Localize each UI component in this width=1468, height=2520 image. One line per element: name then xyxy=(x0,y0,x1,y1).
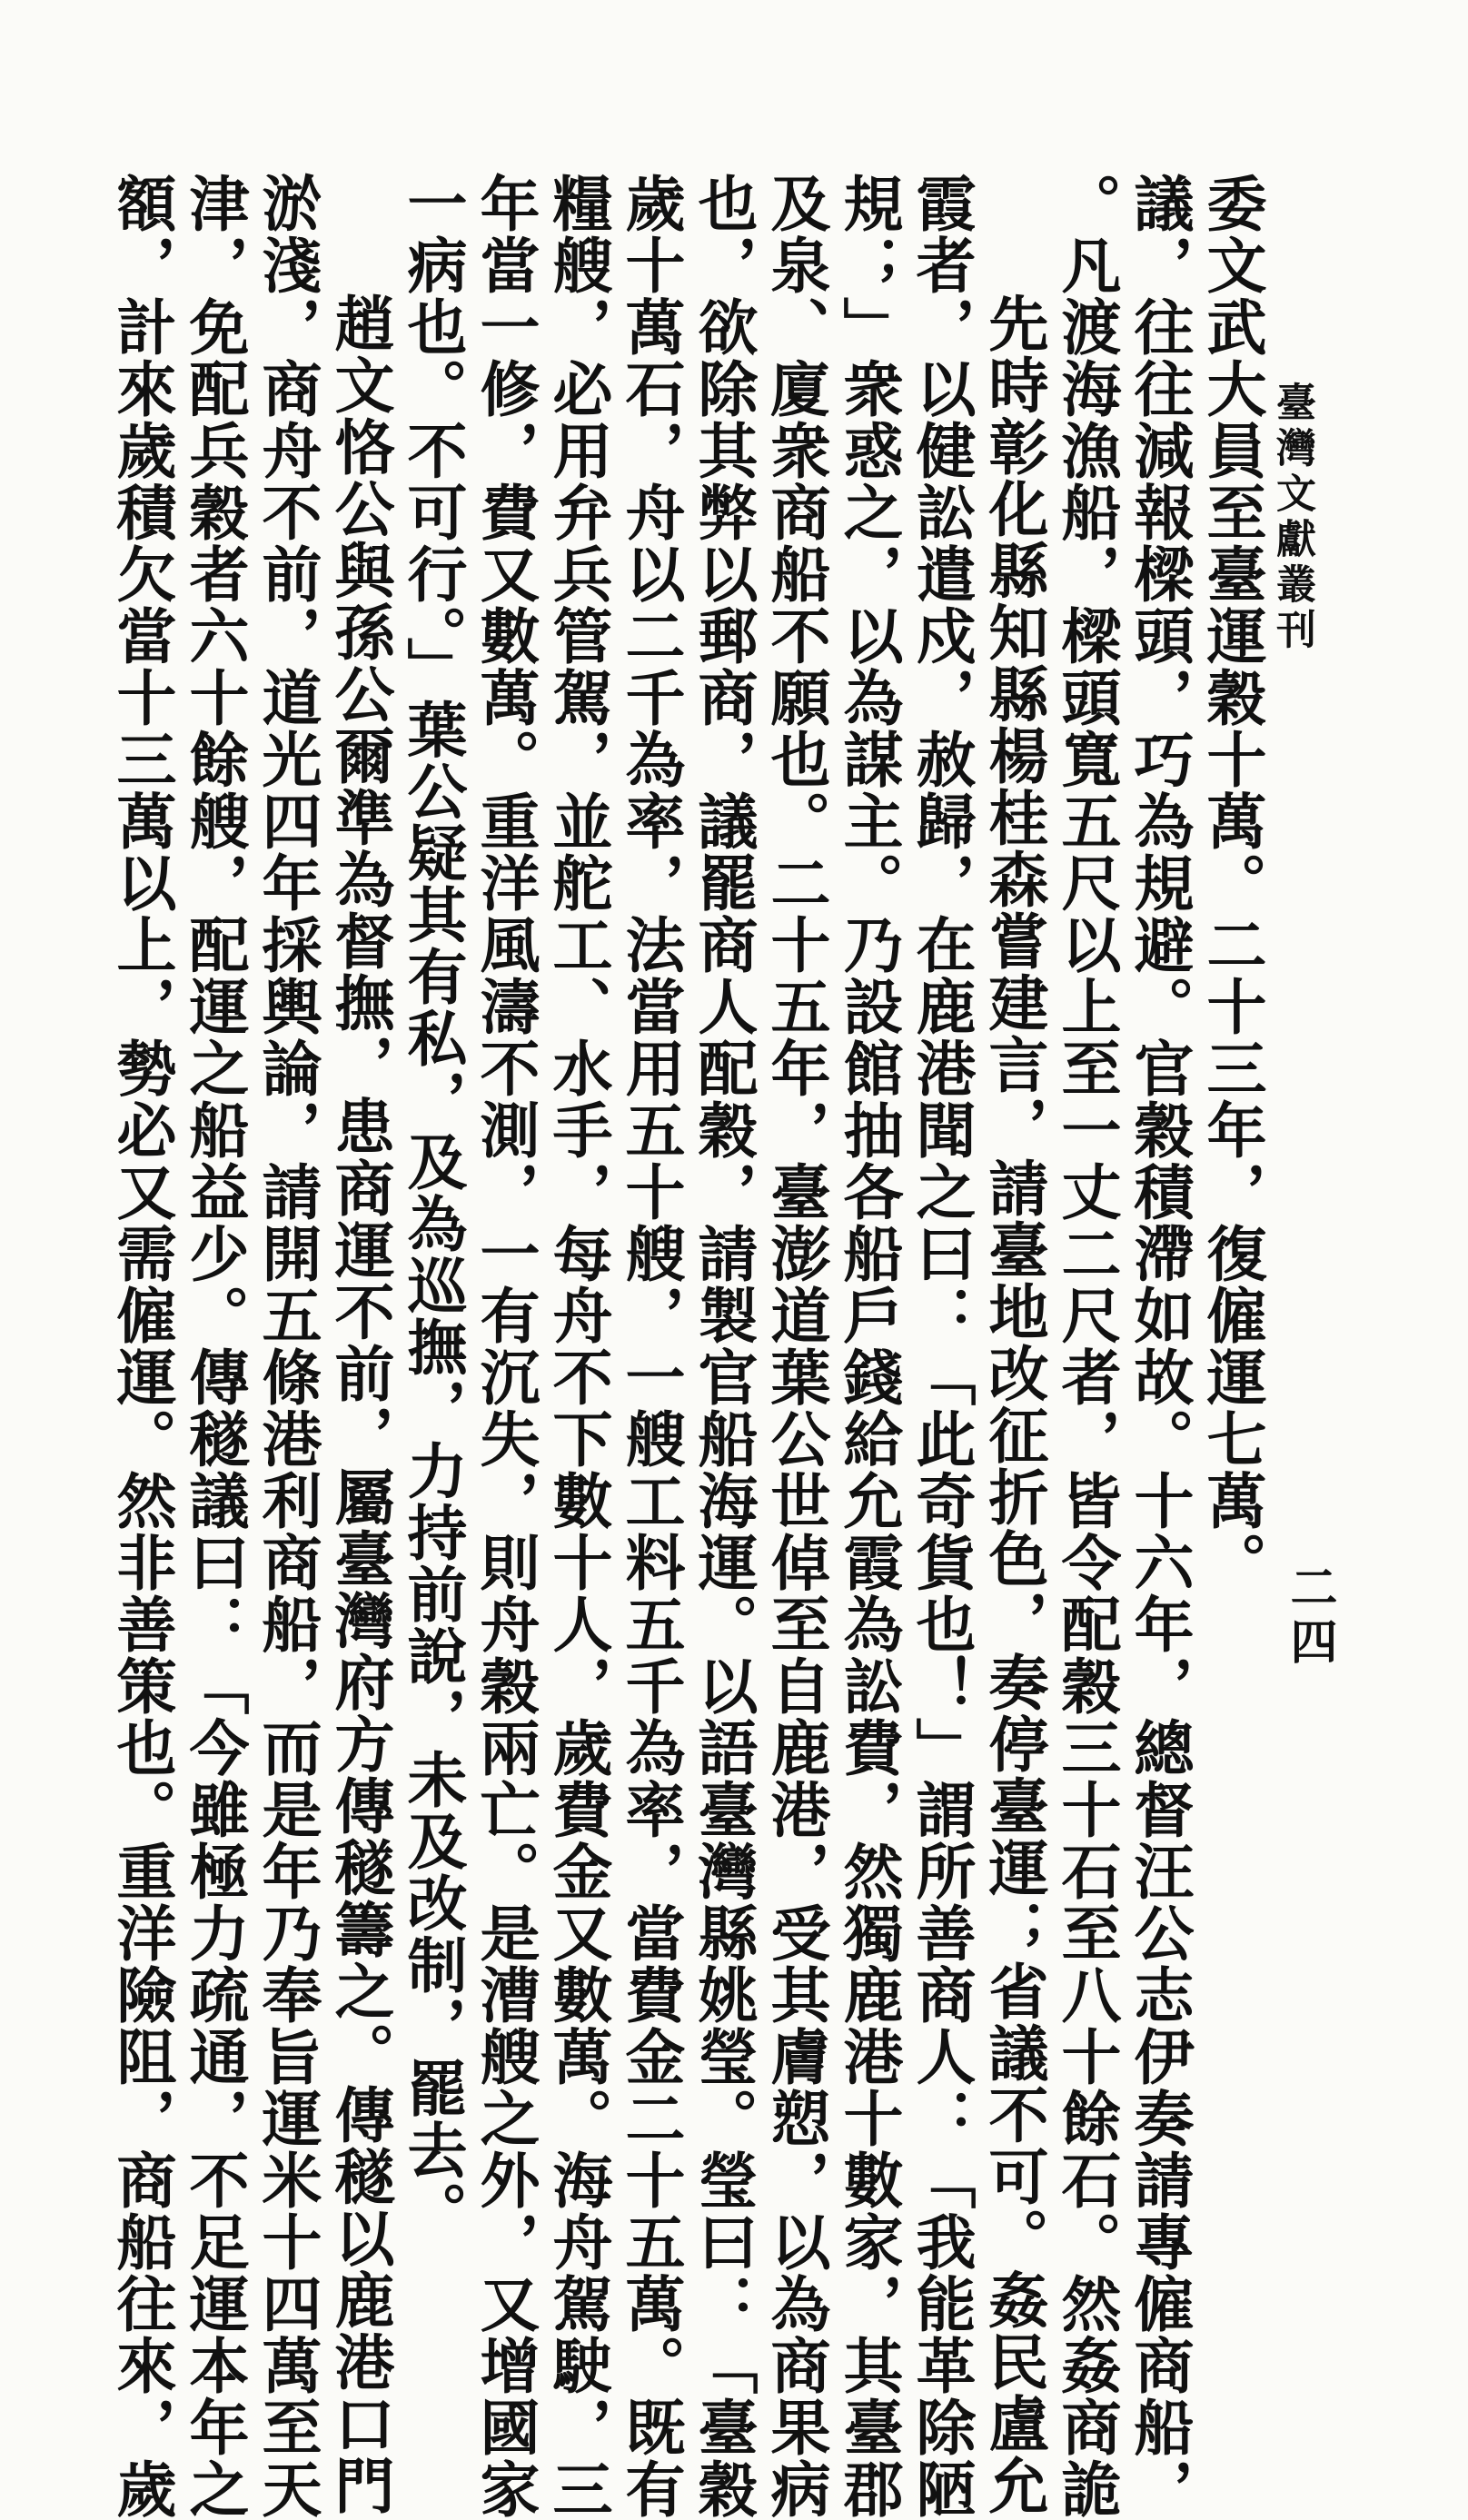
text-column: 淤淺，商舟不前，道光四年採輿論，請開五條港利商船，而是年乃奉旨運米十四萬至天 xyxy=(252,173,322,2520)
book-title-header: 臺灣文獻叢刊 xyxy=(1269,382,1315,654)
body-text xyxy=(105,173,1268,2520)
text-column: 委文武大員至臺運穀十萬。二十三年，復僱運七萬。 xyxy=(1196,173,1267,1593)
text-column: 糧艘，必用弁兵管駕，並舵工、水手，每舟不下數十人，歲費金又數萬。海舟駕駛，三 xyxy=(542,173,613,2520)
text-column: 歲十萬石，舟以二千為率，法當用五十艘，一艘工料五千為率，當費金二十五萬。既有 xyxy=(615,173,686,2520)
text-column: 趙文恪公與孫公爾準為督撫，患商運不前，屬臺灣府方傳穟籌之。傳穟以鹿港口門 xyxy=(324,293,395,2516)
text-column: 霞者，以健訟遣戍，赦歸，在鹿港聞之曰：「此奇貨也！」謂所善商人：「我能革除陋 xyxy=(906,173,977,2520)
text-column: 額，計來歲積欠當十三萬以上，勢必又需僱運。然非善策也。重洋險阻，商船往來，歲 xyxy=(106,173,177,2520)
text-column: 先時彰化縣知縣楊桂森嘗建言，請臺地改征折色，奏停臺運；省議不可。姦民盧允 xyxy=(978,293,1049,2516)
text-column: 年當一修，費又數萬。重洋風濤不測，一有沉失，則舟穀兩亡。是漕艘之外，又增國家 xyxy=(470,173,541,2520)
text-column: 也，欲除其弊以郵商，議罷商人配穀，請製官船海運。以語臺灣縣姚瑩。瑩曰：「臺穀 xyxy=(688,173,759,2520)
text-column: 及泉、廈衆商船不願也。二十五年，臺澎道葉公世倬至自鹿港，受其膚愬，以為商果病 xyxy=(760,173,831,2520)
text-column: 規；」衆惑之，以為謀主。乃設館抽各船戶錢給允霞為訟費，然獨鹿港十數家，其臺郡 xyxy=(833,173,904,2520)
text-column: 津，免配兵穀者六十餘艘，配運之船益少。傳穟議曰：「今雖極力疏通，不足運本年之 xyxy=(179,173,250,2520)
text-column: 。凡渡海漁船，樑頭寬五尺以上至一丈二尺者，皆令配穀三十石至八十餘石。然姦商詭 xyxy=(1051,173,1122,2520)
text-column: 議，往往減報樑頭，巧為規避。官穀積滯如故。十六年，總督汪公志伊奏請專僱商船， xyxy=(1124,173,1195,2520)
text-column: 一病也。不可行。」葉公疑其有私，及為巡撫，力持前說，未及改制，罷去。 xyxy=(397,173,468,2243)
page-number: 二四 xyxy=(1282,1563,1337,1672)
